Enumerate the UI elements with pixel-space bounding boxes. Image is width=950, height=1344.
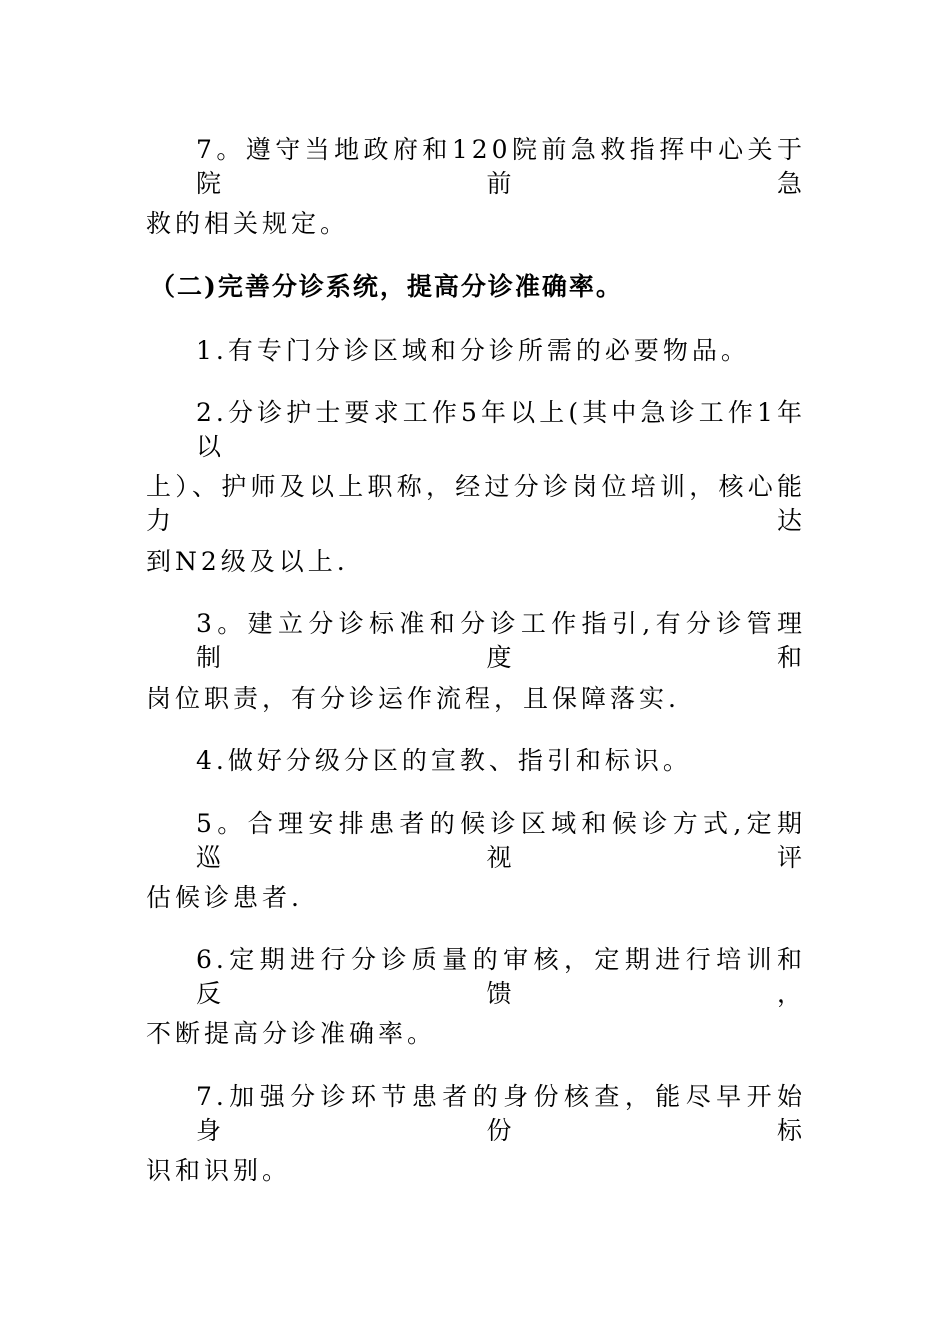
paragraph-line: 识和识别。	[146, 1156, 292, 1185]
section-heading: （二)完善分诊系统，提高分诊准确率。	[150, 272, 623, 301]
paragraph-line: 2.分诊护士要求工作5年以上(其中急诊工作1年以	[196, 398, 806, 461]
paragraph-line: 7。遵守当地政府和120院前急救指挥中心关于院前急	[196, 135, 806, 198]
paragraph-line: 估候诊患者.	[146, 883, 303, 912]
paragraph-line: 7.加强分诊环节患者的身份核查，能尽早开始身份标	[196, 1082, 806, 1145]
paragraph-line: 5。合理安排患者的候诊区域和候诊方式,定期巡视评	[196, 809, 806, 872]
paragraph-line: 救的相关规定。	[146, 209, 350, 238]
paragraph-line: 4.做好分级分区的宣教、指引和标识。	[196, 746, 692, 775]
paragraph-line: 到N2级及以上.	[146, 547, 349, 576]
paragraph-line: 岗位职责，有分诊运作流程，且保障落实.	[146, 684, 680, 713]
paragraph-line: 不断提高分诊准确率。	[146, 1019, 437, 1048]
paragraph-line: 1.有专门分诊区域和分诊所需的必要物品。	[196, 336, 750, 365]
paragraph-line: 上）、护师及以上职称，经过分诊岗位培训，核心能力达	[146, 472, 806, 535]
paragraph-line: 3。建立分诊标准和分诊工作指引,有分诊管理制度和	[196, 609, 806, 672]
paragraph-line: 6.定期进行分诊质量的审核，定期进行培训和反馈，	[196, 945, 806, 1008]
